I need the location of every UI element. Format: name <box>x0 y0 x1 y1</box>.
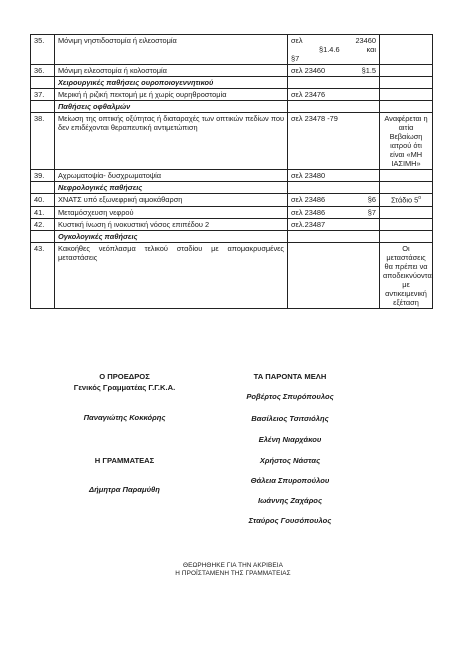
table-row <box>31 219 433 231</box>
table-row <box>31 89 433 101</box>
reference-part: σελ 23486 <box>291 195 326 205</box>
reference-part: §1.5 <box>361 66 376 76</box>
note-cell <box>380 206 433 218</box>
section-note-cell <box>380 182 433 194</box>
condition-description: Μερική ή ριζική πεκτομή με ή χωρίς ουρηθροστομία <box>55 89 288 101</box>
table-row <box>31 243 433 309</box>
row-number: 42. <box>31 219 55 231</box>
reference-part: σελ 23476 <box>291 90 326 100</box>
condition-description: Κακοήθες νεόπλασμα τελικού σταδίου με απομακρυσμένες μεταστάσεις <box>55 243 288 309</box>
section-header-row <box>31 101 433 113</box>
reference-cell <box>288 35 380 65</box>
row-number: 41. <box>31 206 55 218</box>
row-number: 43. <box>31 243 55 309</box>
note-text: Αναφέρεται η αιτία Βεβαίωση ιατρού ότι είναι «ΜΗ ΙΑΣΙΜΗ» <box>384 114 428 169</box>
reference-line <box>291 54 376 63</box>
reference-line <box>291 45 376 54</box>
reference-cell <box>288 219 380 231</box>
note-cell <box>380 35 433 65</box>
president-title: Ο ΠΡΟΕΔΡΟΣ <box>99 372 150 381</box>
section-note-cell <box>380 77 433 89</box>
reference-part: σελ 23478 -79 <box>291 114 338 124</box>
member-name: Σταύρος Γουσόπουλος <box>248 516 332 525</box>
reference-cell <box>288 65 380 77</box>
reference-cell <box>288 243 380 309</box>
secretary-name: Δήμητρα Παραμύθη <box>89 485 160 494</box>
members-title: ΤΑ ΠΑΡΟΝΤΑ ΜΕΛΗ <box>253 372 327 381</box>
reference-cell <box>288 206 380 218</box>
condition-description: Αχρωματοψία- δυσχρωματοψία <box>55 170 288 182</box>
reference-part: σελ 23486 <box>291 207 326 217</box>
certification-note <box>0 562 466 579</box>
section-note-cell <box>380 231 433 243</box>
member-name: Ελένη Νιαρχάκου <box>258 435 322 444</box>
reference-line <box>291 220 376 229</box>
member-name: Ροβέρτος Σπυρόπουλος <box>246 392 334 401</box>
member-name: Χρήστος Νάστας <box>259 456 321 465</box>
section-num-cell <box>31 231 55 243</box>
secretary-title: Η ΓΡΑΜΜΑΤΕΑΣ <box>94 456 155 465</box>
note-cell <box>380 243 433 309</box>
condition-description: ΧΝΑΤΣ υπό εξωνεφρική αιμοκάθαρση <box>55 194 288 207</box>
reference-cell <box>288 113 380 170</box>
reference-part: σελ.23487 <box>291 220 326 229</box>
member-name: Βασίλειος Τσιτσιόλης <box>251 414 329 423</box>
table-row <box>31 65 433 77</box>
certification-line-1: ΘΕΩΡΗΘΗΚΕ ΓΙΑ ΤΗΝ ΑΚΡΙΒΕΙΑ <box>183 562 283 569</box>
section-ref-cell <box>288 77 380 89</box>
section-title: Ογκολογικές παθήσεις <box>55 231 288 243</box>
reference-line <box>291 208 376 217</box>
section-header-row <box>31 231 433 243</box>
table-row <box>31 206 433 218</box>
reference-part: σελ 23480 <box>291 171 326 181</box>
reference-line <box>291 114 376 123</box>
member-name: Ιωάννης Ζαχάρος <box>257 496 322 505</box>
note-cell <box>380 65 433 77</box>
reference-line <box>291 66 376 75</box>
row-number: 35. <box>31 35 55 65</box>
table-row <box>31 170 433 182</box>
reference-line <box>291 36 376 45</box>
reference-line <box>291 90 376 99</box>
row-number: 38. <box>31 113 55 170</box>
row-number: 36. <box>31 65 55 77</box>
reference-part: §7 <box>367 207 376 217</box>
note-cell <box>380 170 433 182</box>
reference-cell <box>288 194 380 207</box>
reference-cell <box>288 89 380 101</box>
note-text: Οι μεταστάσεις θα πρέπει να αποδεικνύονται με αντικειμενική εξέταση <box>383 244 434 308</box>
reference-cell <box>288 170 380 182</box>
president-subtitle: Γενικός Γραμματέας Γ.Γ.Κ.Α. <box>73 383 176 392</box>
president-name: Παναγιώτης Κοκκόρης <box>83 413 166 422</box>
reference-part: σελ 23460 <box>291 66 326 76</box>
reference-part: §6 <box>367 195 376 205</box>
section-title: Νεφρολογικές παθήσεις <box>55 182 288 194</box>
section-ref-cell <box>288 101 380 113</box>
section-num-cell <box>31 77 55 89</box>
section-num-cell <box>31 182 55 194</box>
certification-line-2: Η ΠΡΟΪΣΤΑΜΕΝΗ ΤΗΣ ΓΡΑΜΜΑΤΕΙΑΣ <box>175 570 291 578</box>
section-title: Παθήσεις οφθαλμών <box>55 101 288 113</box>
condition-description: Κυστική ίνωση ή ινοκυστική νόσος επιπέδου 2 <box>55 219 288 231</box>
condition-description: Μεταμόσχευση νεφρού <box>55 206 288 218</box>
section-ref-cell <box>288 182 380 194</box>
note-cell <box>380 89 433 101</box>
row-number: 40. <box>31 194 55 207</box>
condition-description: Μόνιμη ειλεοστομία ή κολοστομία <box>55 65 288 77</box>
note-cell <box>380 113 433 170</box>
reference-part: σελ <box>291 36 303 45</box>
row-number: 39. <box>31 170 55 182</box>
row-number: 37. <box>31 89 55 101</box>
section-title: Χειρουργικές παθήσεις ουροποιογεννητικού <box>55 77 288 89</box>
note-superscript: ο <box>418 195 422 202</box>
conditions-table-body <box>31 35 433 309</box>
note-cell <box>380 194 433 207</box>
reference-line <box>291 171 376 180</box>
reference-part: §1.4.6 <box>319 45 340 55</box>
reference-part: 23460 <box>355 36 376 45</box>
note-cell <box>380 219 433 231</box>
table-row <box>31 194 433 207</box>
section-note-cell <box>380 101 433 113</box>
section-header-row <box>31 182 433 194</box>
reference-part: και <box>366 45 376 55</box>
section-num-cell <box>31 101 55 113</box>
member-name: Θάλεια Σπυροπούλου <box>250 476 330 485</box>
table-row <box>31 113 433 170</box>
reference-line <box>291 195 376 204</box>
condition-description: Μόνιμη νηστιδοστομία ή ειλεοστομία <box>55 35 288 65</box>
reference-part: §7 <box>291 54 300 64</box>
section-ref-cell <box>288 231 380 243</box>
condition-description: Μείωση της οπτικής οξύτητας ή διαταραχές των οπτικών πεδίων που δεν επιδέχονται θεραπευτική αντιμετώπιση <box>55 113 288 170</box>
section-header-row <box>31 77 433 89</box>
note-text: Στάδιο 5 <box>390 195 419 205</box>
conditions-table <box>30 34 433 309</box>
table-row <box>31 35 433 65</box>
